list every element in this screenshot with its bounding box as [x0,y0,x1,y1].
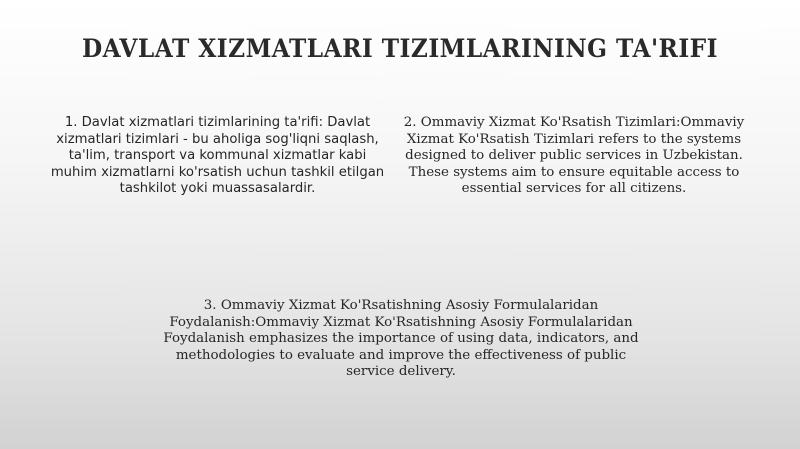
text-block-1: 1. Davlat xizmatlari tizimlarining ta'rifi: Davlat xizmatlari tizimlari - bu aholiga sog'liqni saqlash, ta'lim, transport va kommunal xizmatlar kabi muhim xizmatlarni ko'rsatish uchun tashkil etilgan tashkilot yoki muassasalardir. [50,115,385,197]
slide-title: DAVLAT XIZMATLARI TIZIMLARINING TA'RIFI [81,34,719,63]
text-block-3: 3. Ommaviy Xizmat Ko'Rsatishning Asosiy Formulalaridan Foydalanish:Ommaviy Xizmat Ko'Rsatishning Asosiy Formulalaridan Foydalanish emphasizes the importance of using data, indicators, and methodologies to evaluate and improve the effectiveness of public service delivery. [163,298,639,380]
text-block-2: 2. Ommaviy Xizmat Ko'Rsatish Tizimlari:Ommaviy Xizmat Ko'Rsatish Tizimlari refers to the systems designed to deliver public services in Uzbekistan. These systems aim to ensure equitable access to essential services for all citizens. [403,115,745,197]
